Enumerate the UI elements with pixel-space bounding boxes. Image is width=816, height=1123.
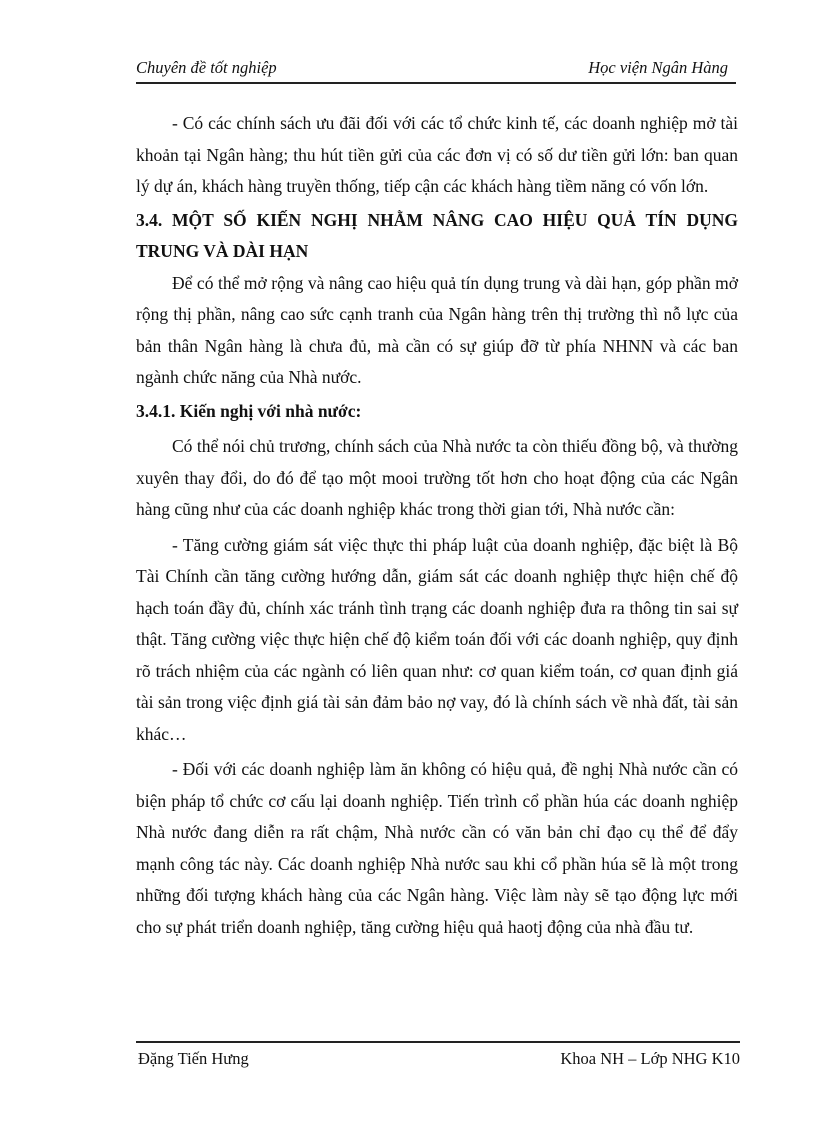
paragraph-enforcement: - Tăng cường giám sát việc thực thi pháp luật của doanh nghiệp, đặc biệt là Bộ Tài Chính cần tăng cường hướng dẫn, giám sát các doanh nghiệp thực hiện chế độ hạch toán đầy đủ, chính xác tránh tình trạng các doanh nghiệp đưa ra thông tin sai sự thật. Tăng cường việc thực hiện chế độ kiểm toán đối với các doanh nghiệp, quy định rõ trách nhiệm của các ngành có liên quan như: cơ quan kiểm toán, cơ quan định giá tài sản trong việc định giá tài sản đảm bảo nợ vay, đó là chính sách về nhà đất, tài sản khác… — [136, 534, 738, 744]
header-institution: Học viện Ngân Hàng — [588, 58, 728, 77]
paragraph-intro-recommendations: Để có thể mở rộng và nâng cao hiệu quả tín dụng trung và dài hạn, góp phần mở rộng thị phần, nâng cao sức cạnh tranh của Ngân hàng trên thị trường thì nỗ lực của bản thân Ngân hàng là chưa đủ, mà cần có sự giúp đỡ từ phía NHNN và các ban ngành chức năng của Nhà nước. — [136, 272, 738, 387]
paragraph-restructuring: - Đối với các doanh nghiệp làm ăn không có hiệu quả, đề nghị Nhà nước cần có biện pháp tổ chức cơ cấu lại doanh nghiệp. Tiến trình cổ phần húa các doanh nghiệp Nhà nước đang diễn ra rất chậm, Nhà nước cần có văn bản chỉ đạo cụ thể để đẩy mạnh công tác này. Các doanh nghiệp Nhà nước sau khi cổ phần húa sẽ là một trong những đối tượng khách hàng của các Ngân hàng. Việc làm này sẽ tạo động lực mới cho sự phát triển doanh nghiệp, tăng cường hiệu quả haotj động của nhà đầu tư. — [136, 759, 738, 937]
footer-author: Đặng Tiến Hưng — [138, 1049, 249, 1068]
footer-class: Khoa NH – Lớp NHG K10 — [560, 1049, 740, 1068]
paragraph-state-policy: Có thể nói chủ trương, chính sách của Nhà nước ta còn thiếu đồng bộ, và thường xuyên thay đổi, do đó để tạo một mooi trường tốt hơn cho hoạt động của các Ngân hàng cũng như của các doanh nghiệp khác trong thời gian tới, Nhà nước cần: — [136, 436, 738, 519]
page-header — [136, 58, 736, 84]
section-heading-3-4-1: 3.4.1. Kiến nghị với nhà nước: — [136, 400, 362, 421]
header-title: Chuyên đề tốt nghiệp — [136, 58, 277, 77]
section-heading-3-4: 3.4. MỘT SỐ KIẾN NGHỊ NHẰM NÂNG CAO HIỆU QUẢ TÍN DỤNG TRUNG VÀ DÀI HẠN — [136, 209, 738, 261]
page-footer — [136, 1041, 740, 1073]
paragraph-policy-incentives: - Có các chính sách ưu đãi đối với các tổ chức kinh tế, các doanh nghiệp mở tài khoản tại Ngân hàng; thu hút tiền gửi của các đơn vị có số dư tiền gửi lớn: ban quan lý dự án, khách hàng truyền thống, tiếp cận các khách hàng tiềm năng có vốn lớn. — [136, 113, 738, 196]
page-body — [136, 108, 738, 943]
